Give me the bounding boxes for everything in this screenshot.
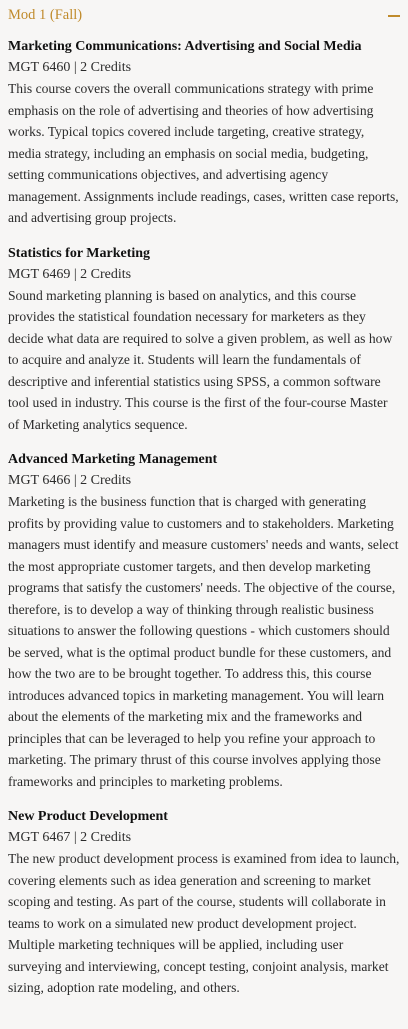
course-title: Advanced Marketing Management	[8, 452, 218, 467]
course-description: Marketing is the business function that is charged with generating profits by providing value to customers and to stakeholders. Marketing managers must identify and measure customers' needs and wants, select the most appropriate customer targets, and then develop marketing programs that satisfy the customers' needs. The objective of the course, therefore, is to develop a way of thinking through realistic business situations to answer the following questions - which customers should be served, what is the optimal product bundle for these customers, and how the two are to be brought together. To address this, this course introduces advanced topics in marketing management. You will learn about the elements of the marketing mix and the frameworks and principles that can be leveraged to help you refine your approach to marketing. The primary thrust of this course involves applying those frameworks and principles to marketing problems.	[8, 494, 399, 789]
course-title: Statistics for Marketing	[8, 245, 151, 261]
accordion-title: Mod 1 (Fall)	[8, 7, 83, 23]
course-meta: MGT 6466 | 2 Credits	[8, 473, 132, 488]
course-description: This course covers the overall communications strategy with prime emphasis on the role of advertising and theories of how advertising works. Typical topics covered include targeting, creative strategy, media strategy, including an emphasis on social media, budgeting, setting communications objectives, and advertising agency management. Assignments include readings, cases, written case reports, and advertising group projects.	[8, 81, 399, 225]
minus-icon[interactable]	[388, 15, 400, 17]
course-meta: MGT 6469 | 2 Credits	[8, 266, 132, 282]
course-item	[8, 806, 400, 999]
course-item	[8, 449, 400, 792]
course-meta: MGT 6460 | 2 Credits	[8, 60, 132, 75]
course-list	[0, 30, 408, 999]
course-title: Marketing Communications: Advertising and Social Media	[8, 39, 362, 54]
course-meta: MGT 6467 | 2 Credits	[8, 830, 132, 845]
accordion-header-mod-1[interactable]	[0, 0, 408, 30]
course-description: Sound marketing planning is based on analytics, and this course provides the statistical foundation necessary for marketers as they decide what data are required to solve a given problem, as well as how to acquire and analyze it. Students will learn the fundamentals of descriptive and inferential statistics using SPSS, a common software tool used in industry. This course is the first of the four-course Master of Marketing analytics sequence.	[8, 287, 393, 432]
course-description: The new product development process is examined from idea to launch, covering elements such as idea generation and screening to market scoping and testing. As part of the course, students will collaborate in teams to work on a simulated new product development project. Multiple marketing techniques will be applied, including user surveying and interviewing, concept testing, conjoint analysis, market sizing, adoption rate modeling, and others.	[8, 851, 400, 995]
course-item	[8, 36, 400, 229]
course-item	[8, 243, 400, 436]
course-title: New Product Development	[8, 809, 168, 824]
